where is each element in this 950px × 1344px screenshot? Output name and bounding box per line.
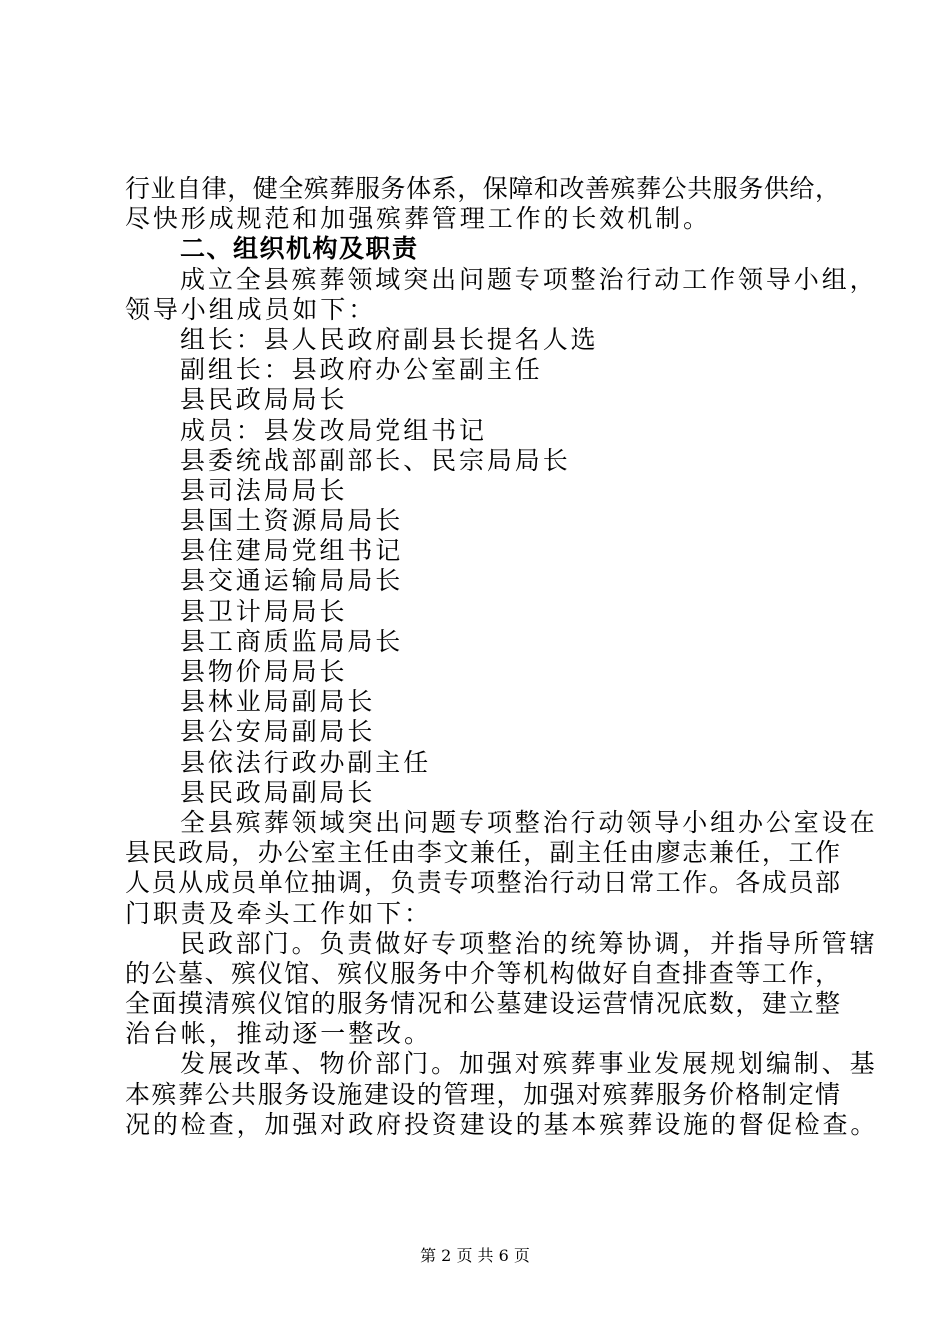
member-line: 县公安局副局长 xyxy=(180,717,376,747)
section-heading: 二、组织机构及职责 xyxy=(180,234,419,264)
paragraph-start: 发展改革、物价部门。加强对殡葬事业发展规划编制、基 xyxy=(180,1049,878,1079)
member-line: 县工商质监局局长 xyxy=(180,626,404,656)
member-line: 县民政局局长 xyxy=(180,385,348,415)
member-line: 成员：县发改局党组书记 xyxy=(180,415,487,445)
body-line: 本殡葬公共服务设施建设的管理，加强对殡葬服务价格制定情 xyxy=(125,1079,840,1109)
page-number-footer: 第 2 页 共 6 页 xyxy=(420,1246,530,1265)
member-line: 县交通运输局局长 xyxy=(180,566,404,596)
member-line: 县卫计局局长 xyxy=(180,596,348,626)
member-line: 县民政局副局长 xyxy=(180,777,376,807)
body-line: 全面摸清殡仪馆的服务情况和公墓建设运营情况底数，建立整 xyxy=(125,989,840,1019)
member-line: 县物价局局长 xyxy=(180,657,348,686)
paragraph-start: 民政部门。负责做好专项整治的统筹协调，并指导所管辖 xyxy=(180,928,878,958)
body-text xyxy=(125,174,879,1140)
paragraph-start: 全县殡葬领域突出问题专项整治行动领导小组办公室设在 xyxy=(180,807,878,837)
body-line: 人员从成员单位抽调，负责专项整治行动日常工作。各成员部 xyxy=(125,868,840,898)
body-line: 治台帐，推动逐一整改。 xyxy=(125,1019,432,1049)
body-line: 领导小组成员如下： xyxy=(125,294,377,324)
member-line: 组长：县人民政府副县长提名人选 xyxy=(180,324,599,354)
body-line: 况的检查，加强对政府投资建设的基本殡葬设施的督促检查。 xyxy=(125,1109,879,1139)
member-line: 副组长：县政府办公室副主任 xyxy=(180,355,543,385)
body-line: 门职责及牵头工作如下： xyxy=(125,898,432,928)
body-line: 县民政局，办公室主任由李文兼任，副主任由廖志兼任，工作 xyxy=(125,838,840,868)
member-line: 县司法局局长 xyxy=(180,475,348,505)
member-line: 县林业局副局长 xyxy=(180,687,376,717)
body-line: 行业自律，健全殡葬服务体系，保障和改善殡葬公共服务供给， xyxy=(125,174,840,203)
paragraph-start: 成立全县殡葬领域突出问题专项整治行动工作领导小组， xyxy=(180,264,878,294)
member-line: 县住建局党组书记 xyxy=(180,536,404,566)
body-line: 的公墓、殡仪馆、殡仪服务中介等机构做好自查排查等工作， xyxy=(125,958,840,988)
member-line: 县依法行政办副主任 xyxy=(180,747,432,777)
member-line: 县委统战部副部长、民宗局局长 xyxy=(180,445,571,475)
member-line: 县国土资源局局长 xyxy=(180,506,404,536)
body-line: 尽快形成规范和加强殡葬管理工作的长效机制。 xyxy=(125,204,711,234)
